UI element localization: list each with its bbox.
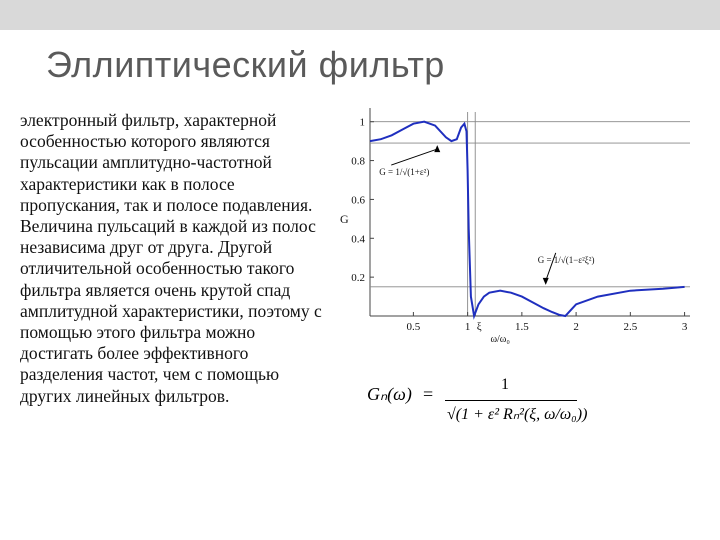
y-tick-label-0: 0.2 (351, 272, 365, 285)
x-tick-label-3: 1.5 (514, 321, 529, 333)
slide-top-bar (0, 0, 720, 30)
x-tick-label-1: 1 (464, 321, 471, 333)
transfer-function-formula (365, 372, 615, 442)
y-axis-label: G (340, 211, 349, 226)
x-tick-label-2: ξ (476, 321, 482, 333)
annotation-arrowhead-0 (434, 145, 440, 152)
slide-body-text: электронный фильтр, характерной особенностью которого являются пульсации амплитудно-частотной характеристики как в полосе пропускания, так и полосе подавления. Величина пульсаций в каждой из полос независима друг от друга. Другой отличительной особенностью такого фильтра является очень крутой спад амплитудной характеристики, поэтому с помощью этого фильтра можно достигать более эффективного разделения частот, чем с помощью других линейных фильтров. (20, 110, 322, 406)
annotation-label-1: G = 1/√(1−ε²ξ²) (537, 254, 595, 265)
formula-lhs: Gₙ(ω) (367, 384, 412, 404)
x-tick-label-0: 0.5 (406, 321, 421, 333)
annotation-arrow-0 (391, 149, 437, 165)
formula-numerator: 1 (501, 376, 509, 393)
y-tick-label-3: 0.8 (351, 155, 365, 168)
annotation-label-0: G = 1/√(1+ε²) (379, 167, 430, 178)
x-axis-label: ω/ω₀ (490, 334, 510, 345)
x-tick-label-5: 2.5 (623, 321, 638, 333)
formula-denominator: √(1 + ε² Rₙ²(ξ, ω/ω₀)) (447, 406, 588, 423)
y-tick-label-4: 1 (359, 116, 365, 129)
formula-fraction-bar (445, 400, 577, 401)
x-tick-label-4: 2 (573, 321, 579, 333)
annotation-arrowhead-1 (543, 278, 549, 285)
slide-title: Эллиптический фильтр (46, 44, 445, 85)
x-tick-label-6: 3 (681, 321, 688, 333)
y-tick-label-2: 0.6 (351, 194, 365, 207)
formula-equals: = (423, 384, 434, 404)
elliptic-filter-chart (330, 100, 700, 355)
y-tick-label-1: 0.4 (351, 233, 365, 246)
